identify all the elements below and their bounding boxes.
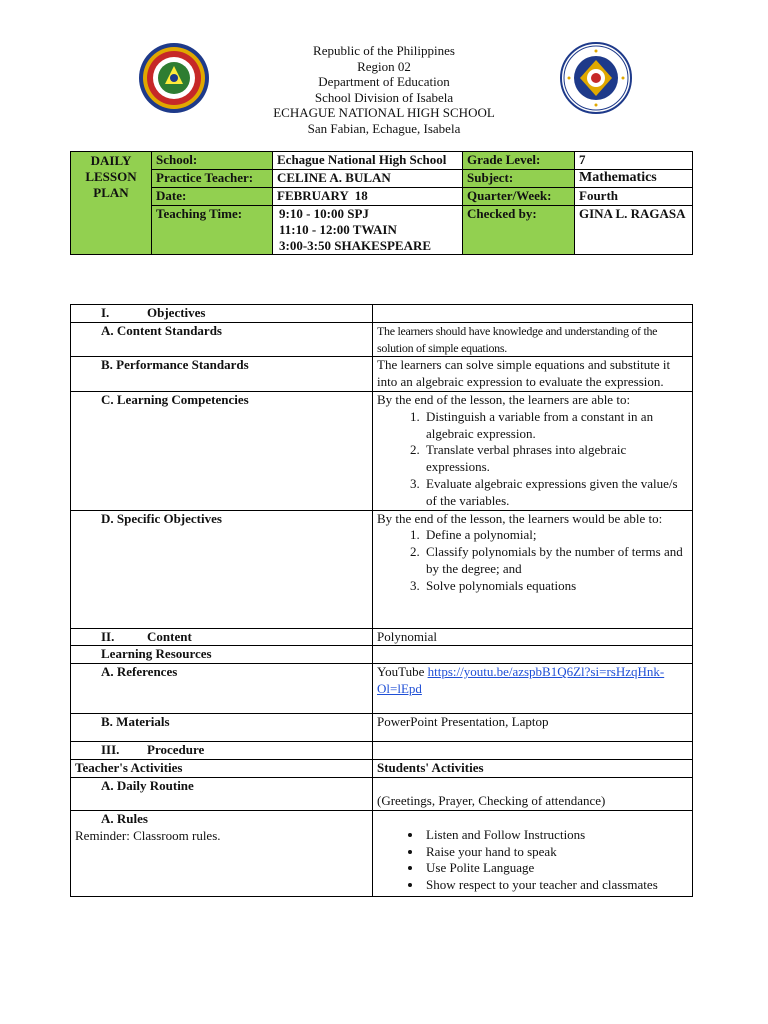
- subject-label: Subject:: [463, 170, 575, 188]
- learning-competencies-row: C. Learning Competencies By the end of the lesson, the learners are able to: 1. Distinguish a variable from a constant in an algebraic expression. 2. Translate verbal phrases into algebraic expressions. 3. Evaluate algebraic expressions given the value/s of the variables.: [71, 391, 693, 510]
- checked-value: GINA L. RAGASA: [575, 206, 693, 255]
- list-item: 2. Translate verbal phrases into algebraic expressions.: [423, 442, 688, 476]
- list-item: 2. Classify polynomials by the number of terms and by the degree; and: [423, 544, 688, 578]
- time-value: 9:10 - 10:00 SPJ 11:10 - 12:00 TWAIN 3:00-3:50 SHAKESPEARE: [273, 206, 463, 255]
- checked-label: Checked by:: [463, 206, 575, 255]
- teacher-label: Practice Teacher:: [152, 170, 273, 188]
- lesson-body-table: [70, 304, 693, 897]
- list-item: • Show respect to your teacher and classmates: [423, 877, 688, 894]
- teacher-value: CELINE A. BULAN: [273, 170, 463, 188]
- address-line: San Fabian, Echague, Isabela: [307, 120, 461, 136]
- subject-value: Mathematics: [575, 170, 693, 188]
- list-item: 1. Distinguish a variable from a constant in an algebraic expression.: [423, 409, 688, 443]
- list-item: • Raise your hand to speak: [423, 844, 688, 861]
- daily-routine-row: A. Daily Routine (Greetings, Prayer, Checking of attendance): [71, 777, 693, 810]
- date-value: FEBRUARY 18: [273, 188, 463, 206]
- procedure-heading-row: III. Procedure: [71, 742, 693, 760]
- grade-value: 7: [575, 152, 693, 170]
- learning-resources-row: Learning Resources: [71, 646, 693, 664]
- content-standards-value: The learners should have knowledge and understanding of the solution of simple equations.: [373, 322, 693, 357]
- department-line: Department of Education: [318, 74, 450, 90]
- rules-reminder: Reminder: Classroom rules.: [75, 827, 221, 843]
- performance-standards-row: B. Performance Standards The learners can solve simple equations and substitute it into an algebraic expression to evaluate the expression.: [71, 357, 693, 392]
- list-item: • Use Polite Language: [423, 860, 688, 877]
- content-heading-row: II. Content Polynomial: [71, 628, 693, 646]
- school-label: School:: [152, 152, 273, 170]
- objectives-heading-row: I. Objectives: [71, 305, 693, 323]
- country-line: Republic of the Philippines: [313, 43, 455, 58]
- list-item: 1. Define a polynomial;: [423, 527, 688, 544]
- list-item: 3. Solve polynomials equations: [423, 578, 688, 595]
- region-line: Region 02: [357, 58, 411, 74]
- grade-label: Grade Level:: [463, 152, 575, 170]
- school-name-line: ECHAGUE NATIONAL HIGH SCHOOL: [273, 105, 495, 121]
- content-value: Polynomial: [373, 628, 693, 646]
- content-standards-row: A. Content Standards The learners should have knowledge and understanding of the solution of simple equations.: [71, 322, 693, 357]
- rules-list-cell: [373, 810, 693, 896]
- daily-routine-value: (Greetings, Prayer, Checking of attendance): [373, 777, 693, 810]
- quarter-value: Fourth: [575, 188, 693, 206]
- rules-row: A. Rules Reminder: Classroom rules. • Listen and Follow Instructions • Raise your hand to speak • Use Polite Language • Show respect to your teacher and classmates: [71, 810, 693, 896]
- materials-value: PowerPoint Presentation, Laptop: [373, 714, 693, 742]
- list-item: • Listen and Follow Instructions: [423, 827, 688, 844]
- youtube-link[interactable]: https://youtu.be/azspbB1Q6Zl?si=rsHzqHnk-Ol=lEpd: [377, 664, 665, 696]
- school-value: Echague National High School: [273, 152, 463, 170]
- list-item: 3. Evaluate algebraic expressions given the value/s of the variables.: [423, 476, 688, 510]
- specific-objectives-row: D. Specific Objectives By the end of the lesson, the learners would be able to: 1. Define a polynomial; 2. Classify polynomials by the number of terms and by the degree; and 3. Solve polynomials equations: [71, 510, 693, 628]
- quarter-label: Quarter/Week:: [463, 188, 575, 206]
- materials-row: B. Materials PowerPoint Presentation, Laptop: [71, 714, 693, 742]
- lesson-header-table: [70, 151, 693, 255]
- references-value: YouTube https://youtu.be/azspbB1Q6Zl?si=rsHzqHnk-Ol=lEpd: [373, 664, 693, 714]
- performance-standards-value: The learners can solve simple equations and substitute it into an algebraic expression to evaluate the expression.: [373, 357, 693, 392]
- division-line: School Division of Isabela: [314, 89, 454, 105]
- dlp-title-cell: DAILY LESSON PLAN: [71, 152, 152, 255]
- time-label: Teaching Time:: [152, 206, 273, 255]
- specific-objectives-value: By the end of the lesson, the learners would be able to: 1. Define a polynomial; 2. Classify polynomials by the number of terms and by the degree; and 3. Solve polynomials equations: [373, 510, 693, 628]
- learning-competencies-value: By the end of the lesson, the learners are able to: 1. Distinguish a variable from a constant in an algebraic expression. 2. Translate verbal phrases into algebraic expressions. 3. Evaluate algebraic expressions given the value/s of the variables.: [373, 391, 693, 510]
- letterhead: [184, 43, 584, 137]
- activities-header-row: Teacher's Activities Students' Activities: [71, 759, 693, 777]
- date-label: Date:: [152, 188, 273, 206]
- references-row: A. References YouTube https://youtu.be/azspbB1Q6Zl?si=rsHzqHnk-Ol=lEpd: [71, 664, 693, 714]
